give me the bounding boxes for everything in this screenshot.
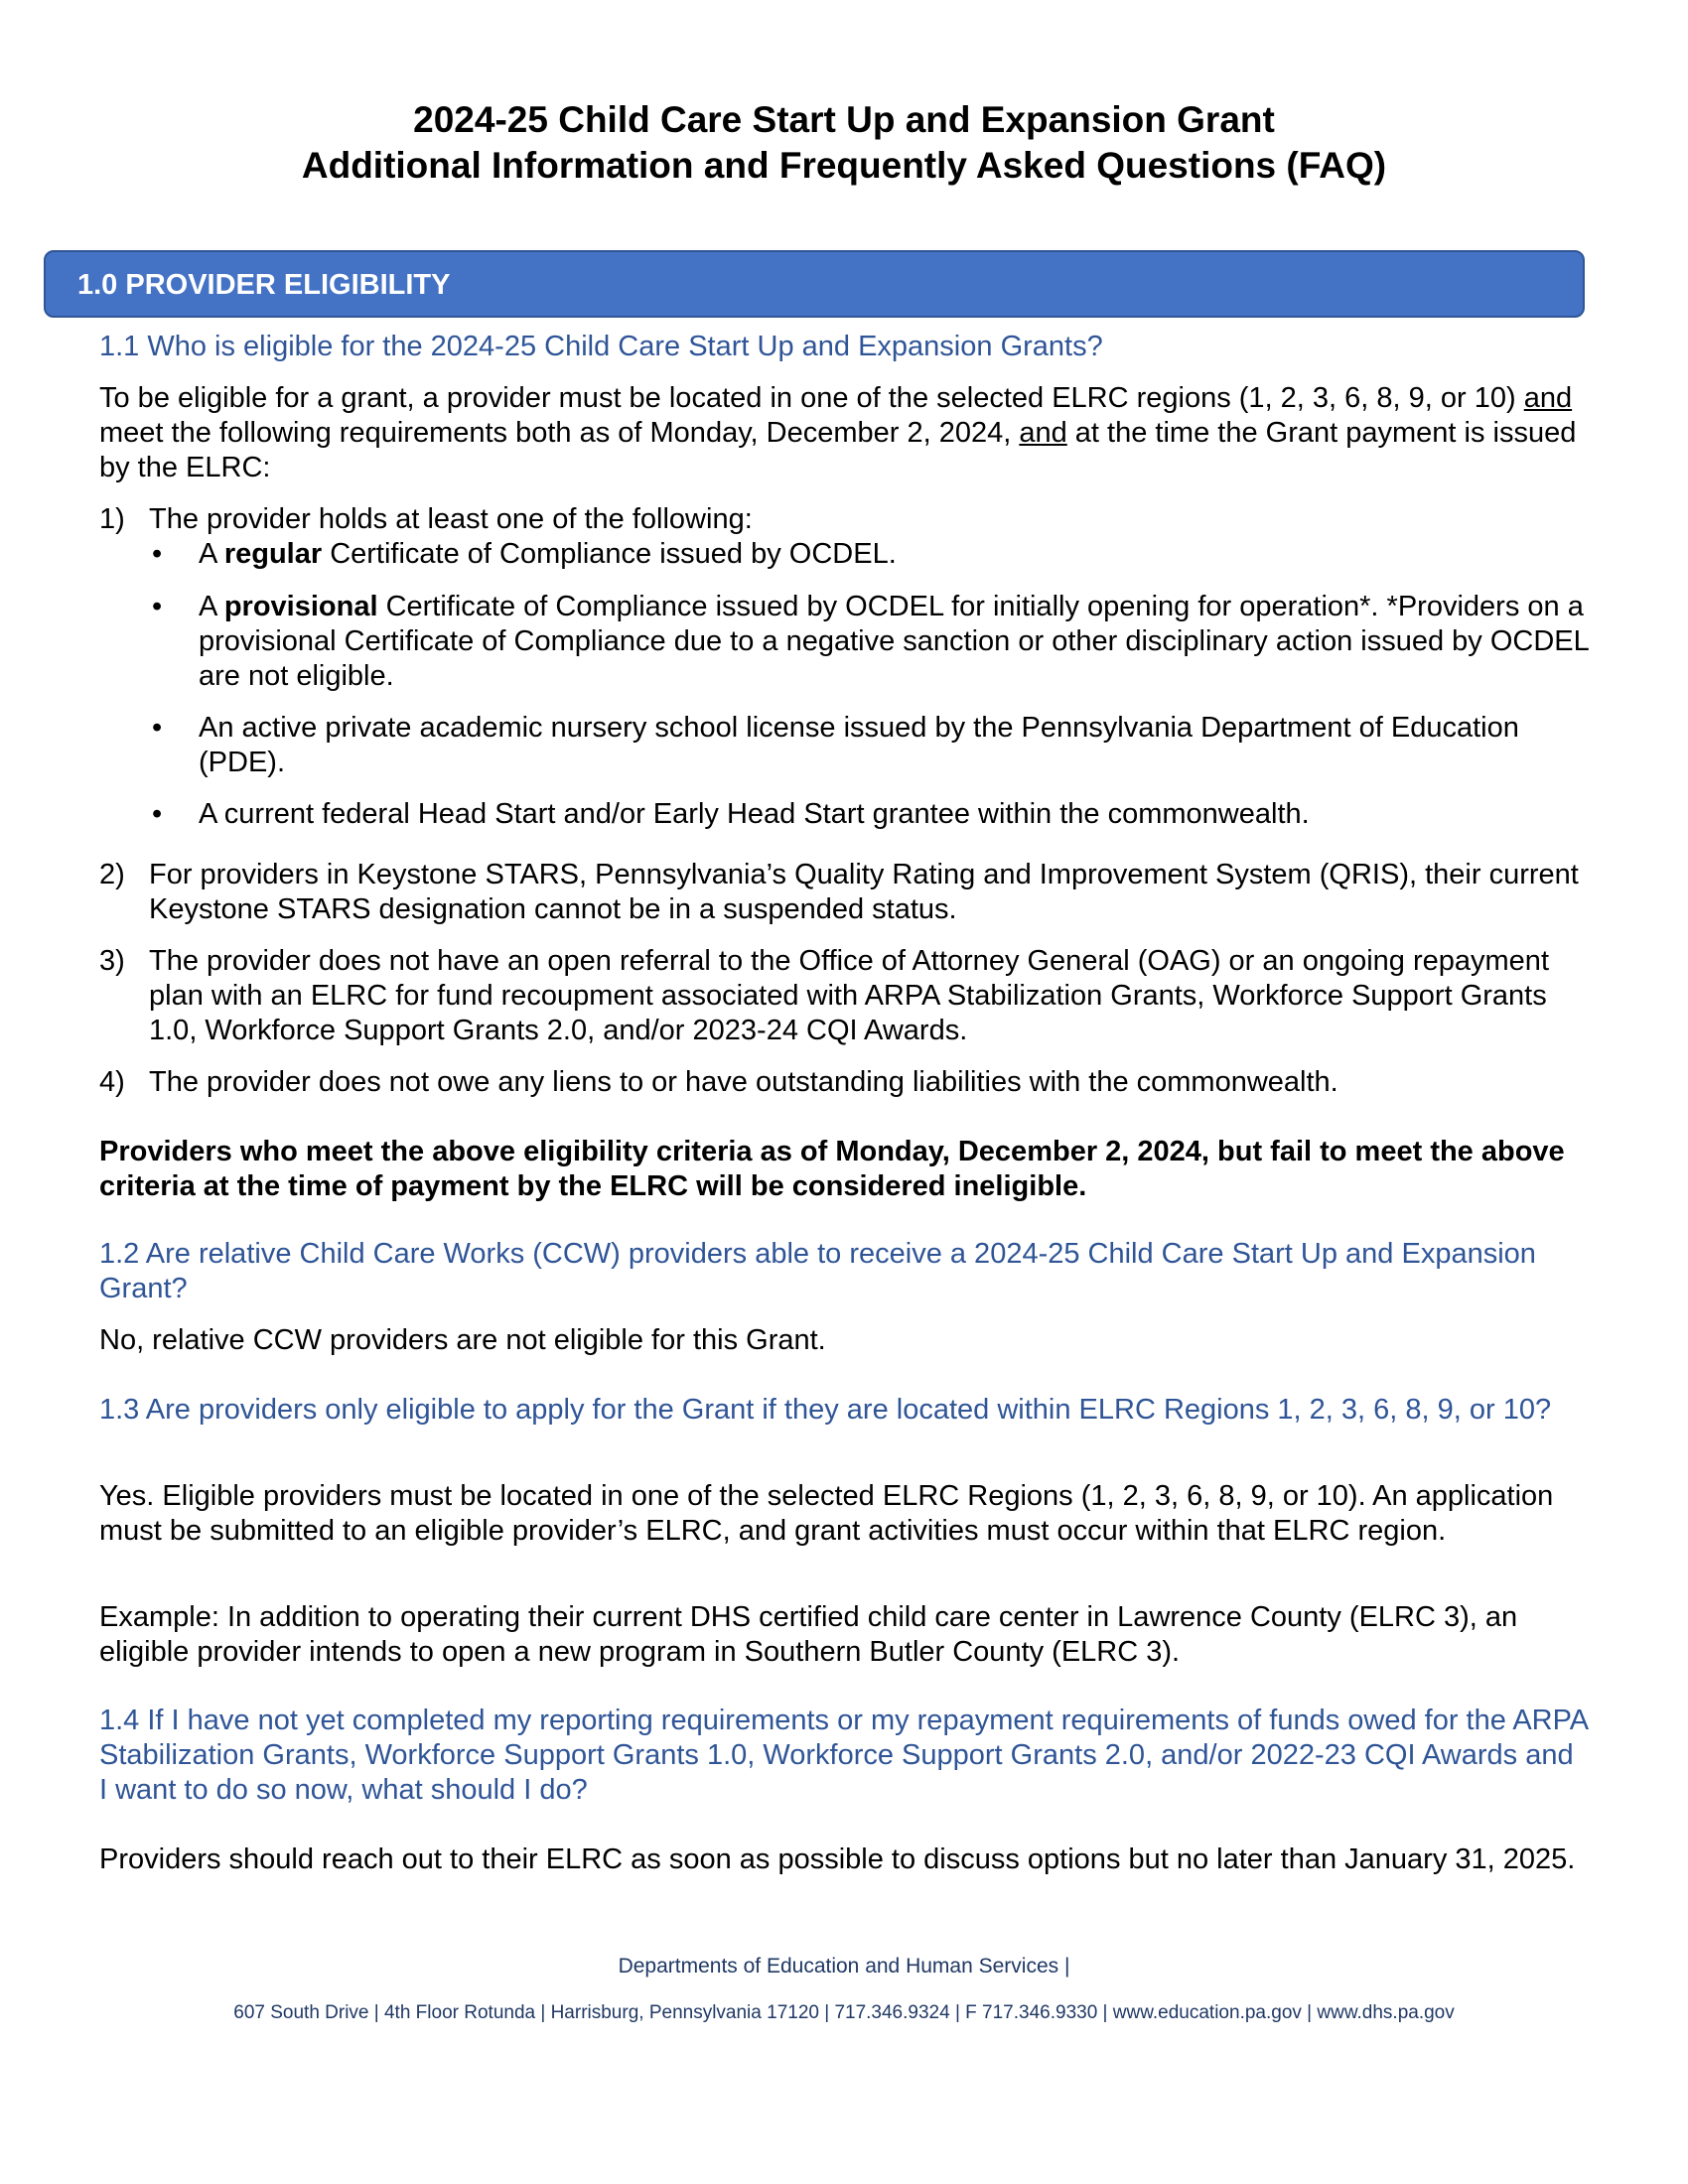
list-item-number: 2) — [99, 859, 125, 890]
list-item-number: 4) — [99, 1066, 125, 1098]
document-title-line1: 2024-25 Child Care Start Up and Expansion Grant — [413, 99, 1275, 140]
answer-1-2: No, relative CCW providers are not eligible for this Grant. — [99, 1324, 826, 1356]
bullet-marker: • — [152, 798, 163, 830]
section-header-provider-eligibility — [44, 250, 1585, 318]
bullet-marker: • — [152, 712, 163, 744]
question-1-4: 1.4 If I have not yet completed my reporting requirements or my repayment requirements of funds owed for the ARPA Stabilization Grants, Workforce Support Grants 1.0, Workforce Support Grants 2.0, and/or 2022-23 CQI Awards and I want to do so now, what should I do? — [99, 1705, 1588, 1806]
list-item-number: 3) — [99, 945, 125, 977]
list-item-text: For providers in Keystone STARS, Pennsylvania’s Quality Rating and Improvement System (QRIS), their current Keystone STARS designation cannot be in a suspended status. — [149, 859, 1579, 925]
question-1-2: 1.2 Are relative Child Care Works (CCW) providers able to receive a 2024-25 Child Care Start Up and Expansion Grant? — [99, 1238, 1536, 1304]
footer-contact: 607 South Drive | 4th Floor Rotunda | Harrisburg, Pennsylvania 17120 | 717.346.9324 | F 717.346.9330 | www.education.pa.gov | www.dhs.pa.gov — [233, 2002, 1455, 2023]
list-item-text: The provider does not owe any liens to or have outstanding liabilities with the commonwealth. — [149, 1066, 1338, 1098]
answer-1-3: Yes. Eligible providers must be located in one of the selected ELRC Regions (1, 2, 3, 6, 8, 9, or 10). An application must be submitted to an eligible provider’s ELRC, and grant activities must occur within that ELRC region. — [99, 1480, 1554, 1547]
ineligibility-note: Providers who meet the above eligibility criteria as of Monday, December 2, 2024, but fail to meet the above criteria at the time of payment by the ELRC will be considered ineligible. — [99, 1136, 1565, 1202]
question-1-3: 1.3 Are providers only eligible to apply for the Grant if they are located within ELRC Regions 1, 2, 3, 6, 8, 9, or 10? — [99, 1394, 1552, 1426]
list-item-text: The provider does not have an open referral to the Office of Attorney General (OAG) or an ongoing repayment plan with an ELRC for fund recoupment associated with ARPA Stabilization Grants, Workforce Support Grants 1.0, Workforce Support Grants 2.0, and/or 2023-24 CQI Awards. — [149, 945, 1549, 1046]
footer-departments: Departments of Education and Human Services | — [618, 1955, 1070, 1978]
bullet-nursery-school-license: An active private academic nursery school license issued by the Pennsylvania Department of Education (PDE). — [199, 712, 1519, 778]
bullet-regular-certificate: A regular Certificate of Compliance issued by OCDEL. — [199, 538, 897, 570]
eligibility-intro: To be eligible for a grant, a provider must be located in one of the selected ELRC regions (1, 2, 3, 6, 8, 9, or 10) and meet the following requirements both as of Monday, December 2, 2024, and at the time the Grant payment is issued by the ELRC: — [99, 382, 1577, 483]
bullet-provisional-certificate: A provisional Certificate of Compliance issued by OCDEL for initially opening for operation*. *Providers on a provisional Certificate of Compliance due to a negative sanction or other disciplinary action issued by OCDEL are not eligible. — [199, 591, 1589, 692]
example-1-3: Example: In addition to operating their current DHS certified child care center in Lawrence County (ELRC 3), an eligible provider intends to open a new program in Southern Butler County (ELRC 3). — [99, 1601, 1518, 1668]
bullet-marker: • — [152, 591, 163, 622]
bullet-marker: • — [152, 538, 163, 570]
question-1-1: 1.1 Who is eligible for the 2024-25 Child Care Start Up and Expansion Grants? — [99, 331, 1103, 362]
bullet-head-start-grantee: A current federal Head Start and/or Early Head Start grantee within the commonwealth. — [199, 798, 1310, 830]
document-title-line2: Additional Information and Frequently Asked Questions (FAQ) — [301, 145, 1387, 186]
section-header-label: 1.0 PROVIDER ELIGIBILITY — [77, 269, 451, 301]
list-item-number: 1) — [99, 503, 125, 535]
answer-1-4: Providers should reach out to their ELRC as soon as possible to discuss options but no later than January 31, 2025. — [99, 1843, 1576, 1875]
list-item-text: The provider holds at least one of the following: — [149, 503, 753, 535]
